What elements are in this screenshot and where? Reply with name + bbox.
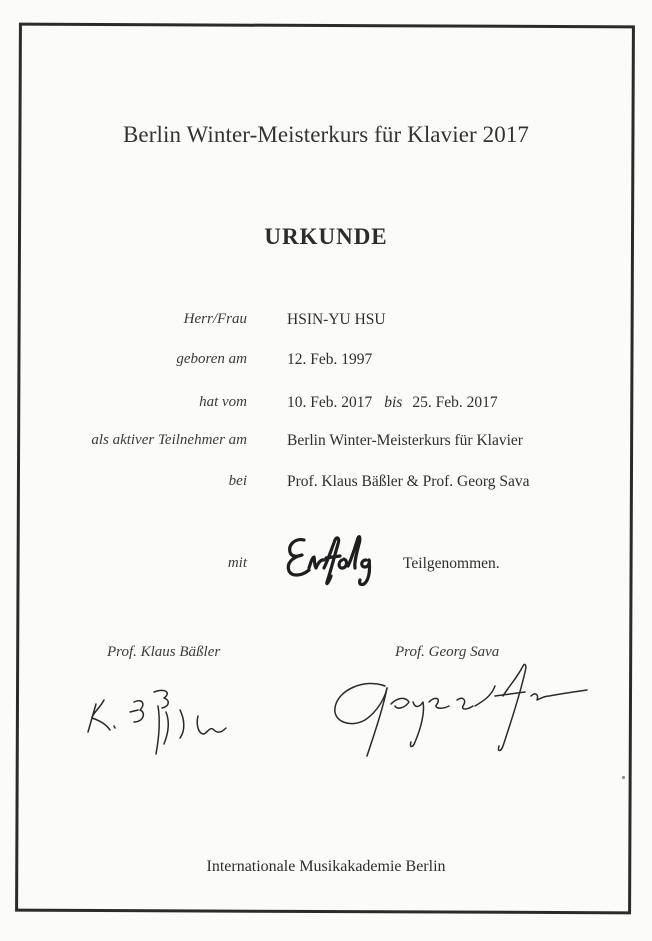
period-end: 25. Feb. 2017 (412, 394, 498, 411)
signatory-name-right: Prof. Georg Sava (395, 644, 500, 660)
result-suffix: Teilgenommen. (403, 555, 500, 572)
birthdate-value: 12. Feb. 1997 (287, 351, 373, 368)
certificate-heading: URKUNDE (264, 224, 388, 249)
period-start: 10. Feb. 2017 (287, 394, 373, 411)
label-birthdate: geboren am (176, 351, 247, 367)
signature-left (80, 682, 250, 762)
certificate-border (15, 23, 635, 915)
period-connector: bis (384, 394, 403, 411)
course-name-value: Berlin Winter-Meisterkurs für Klavier (287, 432, 523, 449)
footer-institution: Internationale Musikakademie Berlin (206, 858, 446, 875)
paper-speck (622, 776, 625, 779)
signature-right (325, 656, 595, 766)
participant-name: HSIN-YU HSU (287, 311, 386, 328)
label-mit: mit (227, 555, 247, 571)
handwritten-erfolg (282, 530, 394, 588)
teachers-value: Prof. Klaus Bäßler & Prof. Georg Sava (287, 473, 530, 490)
signatory-name-left: Prof. Klaus Bäßler (107, 644, 221, 660)
label-participant-role: als aktiver Teilnehmer am (91, 432, 247, 448)
label-period: hat vom (199, 394, 247, 410)
label-herr-frau: Herr/Frau (183, 311, 247, 327)
label-teachers: bei (228, 473, 247, 489)
period-value (287, 394, 498, 412)
course-title: Berlin Winter-Meisterkurs für Klavier 2017 (122, 122, 530, 147)
